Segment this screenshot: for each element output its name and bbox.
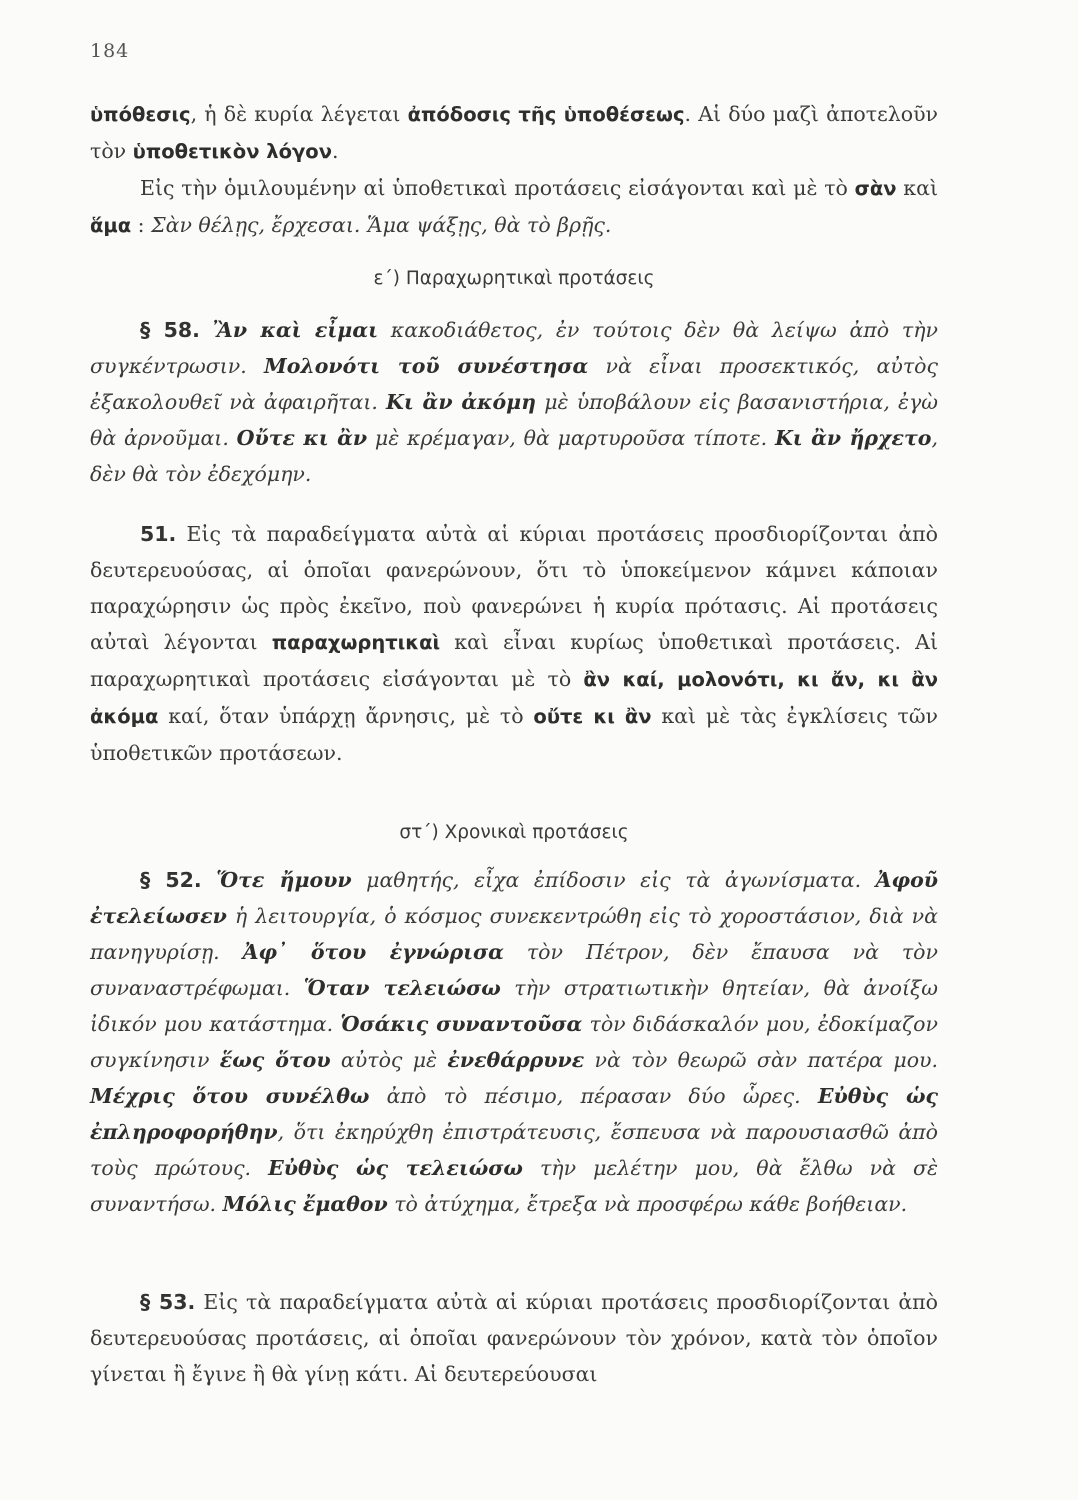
term-concessive: παραχωρητικαὶ <box>271 631 441 654</box>
page-number: 184 <box>90 40 130 62</box>
section-number-51: 51. <box>140 522 177 546</box>
term-san: σὰν <box>854 177 897 200</box>
term-ama: ἅμα <box>90 214 132 237</box>
paragraph-58: § 58. Ἂν καὶ εἶμαι κακοδιάθετος, ἐν τούτοις δὲν θὰ λείψω ἀπὸ τὴν συγκέντρωσιν. Μολονότι τοῦ συνέστησα νὰ εἶναι προσεκτικός, αὐτὸς ἐξακολουθεῖ νὰ ἀφαιρῆται. Κι ἂν ἀκόμη μὲ ὑποβάλουν εἰς βασανιστήρια, ἐγὼ θὰ ἀρνοῦμαι. Οὔτε κι ἂν μὲ κρέμαγαν, θὰ μαρτυροῦσα τίποτε. Κι ἂν ἤρχετο, δὲν θὰ τὸν ἐδεχόμην. <box>90 318 938 486</box>
intro-paragraphs <box>90 96 938 244</box>
term-oute-ki-an: οὔτε κι ἂν <box>533 705 652 728</box>
section-number-53: § 53. <box>140 1290 196 1314</box>
term-hypothetical-speech: ὑποθετικὸν λόγον <box>132 140 332 163</box>
paragraph-52: § 52. Ὅτε ἤμουν μαθητής, εἶχα ἐπίδοσιν εἰς τὰ ἀγωνίσματα. Ἀφοῦ ἐτελείωσεν ἡ λειτουργία, ὁ κόσμος συνεκεντρώθη εἰς τὸ χοροστάσιον, διὰ νὰ πανηγυρίσῃ. Ἀφ᾽ ὅτου ἐγνώρισα τὸν Πέτρον, δὲν ἔπαυσα νὰ τὸν συναναστρέφωμαι. Ὅταν τελειώσω τὴν στρατιωτικὴν θητείαν, θὰ ἀνοίξω ἰδικόν μου κατάστημα. Ὁσάκις συναντοῦσα τὸν διδάσκαλόν μου, ἐδοκίμαζον συγκίνησιν ἕως ὅτου αὐτὸς μὲ ἐνεθάρρυνε νὰ τὸν θεωρῶ σὰν πατέρα μου. Μέχρις ὅτου συνέλθω ἀπὸ τὸ πέσιμο, πέρασαν δύο ὧρες. Εὐθὺς ὡς ἐπληροφορήθην, ὅτι ἐκηρύχθη ἐπιστράτευσις, ἔσπευσα νὰ παρουσιασθῶ ἀπὸ τοὺς πρώτους. Εὐθὺς ὡς τελειώσω τὴν μελέτην μου, θὰ ἔλθω νὰ σὲ συναντήσω. Μόλις ἔμαθον τὸ ἀτύχημα, ἔτρεξα νὰ προσφέρω κάθε βοήθειαν. <box>90 868 939 1216</box>
example-sentences: Σὰν θέλῃς, ἔρχεσαι. Ἅμα ψάξῃς, θὰ τὸ βρῇς. <box>151 213 612 237</box>
section-heading-temporal: στ΄) Χρονικαὶ προτάσεις <box>399 822 629 843</box>
term-hypothesis: ὑπόθεσις <box>90 103 191 126</box>
paragraph-51: 51. Εἰς τὰ παραδείγματα αὐτὰ αἱ κύριαι προτάσεις προσδιορίζονται ἀπὸ δευτερευούσας, αἱ ὁποῖαι φανερώνουν, ὅτι τὸ ὑποκείμενον κάμνει κάποιαν παραχώρησιν ὡς πρὸς ἐκεῖνο, ποὺ φανερώνει ἡ κυρία πρότασις. Αἱ προτάσεις αὐταὶ λέγονται παραχωρητικαὶ καὶ εἶναι κυρίως ὑποθετικαὶ προτάσεις. Αἱ παραχωρητικαὶ προτάσεις εἰσάγονται μὲ τὸ ἂν καί, μολονότι, κι ἄν, κι ἂν ἀκόμα καί, ὅταν ὑπάρχῃ ἄρνησις, μὲ τὸ οὔτε κι ἂν καὶ μὲ τὰς ἐγκλίσεις τῶν ὑποθετικῶν προτάσεων. <box>90 522 939 765</box>
section-number-52: § 52. <box>140 868 202 892</box>
term-apodosis: ἀπόδοσις τῆς ὑποθέσεως <box>407 103 685 126</box>
paragraph-hypothesis: ὑπόθεσις, ἡ δὲ κυρία λέγεται ἀπόδοσις τῆς ὑποθέσεως. Αἱ δύο μαζὶ ἀποτελοῦν τὸν ὑποθετικὸν λόγον. <box>90 102 938 163</box>
section-heading-concessive: ε΄) Παραχωρητικαὶ προτάσεις <box>373 268 655 289</box>
term-conjunctions: ἂν καί, μολονότι, κι ἄν, κι ἂν ἀκόμα <box>90 668 938 728</box>
paragraph-spoken-language: Εἰς τὴν ὁμιλουμένην αἱ ὑποθετικαὶ προτάσεις εἰσάγονται καὶ μὲ τὸ σὰν καὶ ἅμα : Σὰν θέλῃς, ἔρχεσαι. Ἅμα ψάξῃς, θὰ τὸ βρῇς. <box>90 176 938 237</box>
section-number-58: § 58. <box>140 318 200 342</box>
paragraph-53: § 53. Εἰς τὰ παραδείγματα αὐτὰ αἱ κύριαι προτάσεις προσδιορίζονται ἀπὸ δευτερευούσας προτάσεις, αἱ ὁποῖαι φανερώνουν τὸν χρόνον, κατὰ τὸν ὁποῖον γίνεται ἢ ἔγινε ἢ θὰ γίνῃ κάτι. Αἱ δευτερεύουσαι <box>90 1290 938 1386</box>
